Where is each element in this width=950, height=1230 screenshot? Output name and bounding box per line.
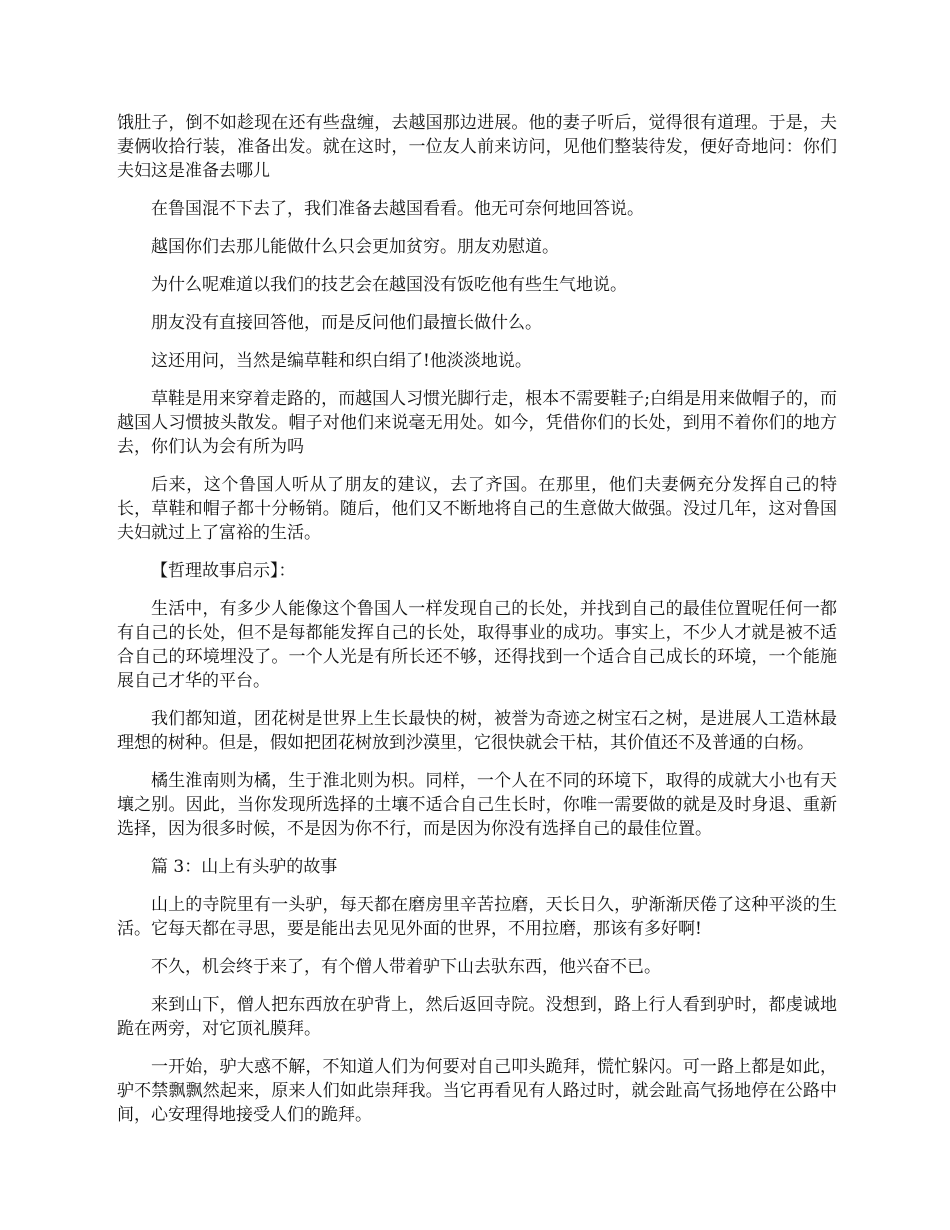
section-heading-story-3: 篇 3：山上有头驴的故事 [151,857,338,877]
paragraph-10: 生活中，有多少人能像这个鲁国人一样发现自己的长处，并找到自己的最佳位置呢任何一都有自己的长处，但不是每都能发挥自己的长处，取得事业的成功。事实上，不少人才就是被不适合自己的环境埋没了。一个人光是有所长还不够，还得找到一个适合自己成长的环境，一个能施展自己才华的平台。 [117,599,837,691]
paragraph-2: 在鲁国混不下去了，我们准备去越国看看。他无可奈何地回答说。 [151,199,644,219]
paragraph-3: 越国你们去那儿能做什么只会更加贫穷。朋友劝慰道。 [151,237,559,257]
paragraph-14: 山上的寺院里有一头驴，每天都在磨房里辛苦拉磨，天长日久，驴渐渐厌倦了这种平淡的生活。它每天都在寻思，要是能出去见见外面的世界，不用拉磨，那该有多好啊! [117,895,837,939]
paragraph-6: 这还用问，当然是编草鞋和织白绢了!他淡淡地说。 [151,351,532,371]
paragraph-15: 不久，机会终于来了，有个僧人带着驴下山去驮东西，他兴奋不已。 [151,957,661,977]
paragraph-17: 一开始，驴大惑不解，不知道人们为何要对自己叩头跪拜，慌忙躲闪。可一路上都是如此，驴不禁飘飘然起来，原来人们如此崇拜我。当它再看见有人路过时，就会趾高气扬地停在公路中间，心安理得地接受人们的跪拜。 [117,1057,837,1125]
paragraph-12: 橘生淮南则为橘，生于淮北则为枳。同样，一个人在不同的环境下，取得的成就大小也有天壤之别。因此，当你发现所选择的土壤不适合自己生长时，你唯一需要做的就是及时身退、重新选择，因为很多时候，不是因为你不行，而是因为你没有选择自己的最佳位置。 [117,771,837,839]
document-body [117,111,837,1141]
paragraph-1: 饿肚子，倒不如趁现在还有些盘缠，去越国那边进展。他的妻子听后，觉得很有道理。于是，夫妻俩收拾行装，准备出发。就在这时，一位友人前来访问，见他们整装待发，便好奇地问：你们夫妇这是准备去哪儿 [117,113,837,181]
paragraph-7: 草鞋是用来穿着走路的，而越国人习惯光脚行走，根本不需要鞋子;白绢是用来做帽子的，而越国人习惯披头散发。帽子对他们来说毫无用处。如今，凭借你们的长处，到用不着你们的地方去，你们认为会有所为吗 [117,389,837,457]
paragraph-5: 朋友没有直接回答他，而是反问他们最擅长做什么。 [151,313,542,333]
section-heading-insight: 【哲理故事启示】： [151,561,296,581]
paragraph-8: 后来，这个鲁国人听从了朋友的建议，去了齐国。在那里，他们夫妻俩充分发挥自己的特长，草鞋和帽子都十分畅销。随后，他们又不断地将自己的生意做大做强。没过几年，这对鲁国夫妇就过上了富裕的生活。 [117,475,837,543]
paragraph-4: 为什么呢难道以我们的技艺会在越国没有饭吃他有些生气地说。 [151,275,627,295]
paragraph-16: 来到山下，僧人把东西放在驴背上，然后返回寺院。没想到，路上行人看到驴时，都虔诚地跪在两旁，对它顶礼膜拜。 [117,995,837,1039]
paragraph-11: 我们都知道，团花树是世界上生长最快的树，被誉为奇迹之树宝石之树，是进展人工造林最理想的树种。但是，假如把团花树放到沙漠里，它很快就会干枯，其价值还不及普通的白杨。 [117,709,837,753]
